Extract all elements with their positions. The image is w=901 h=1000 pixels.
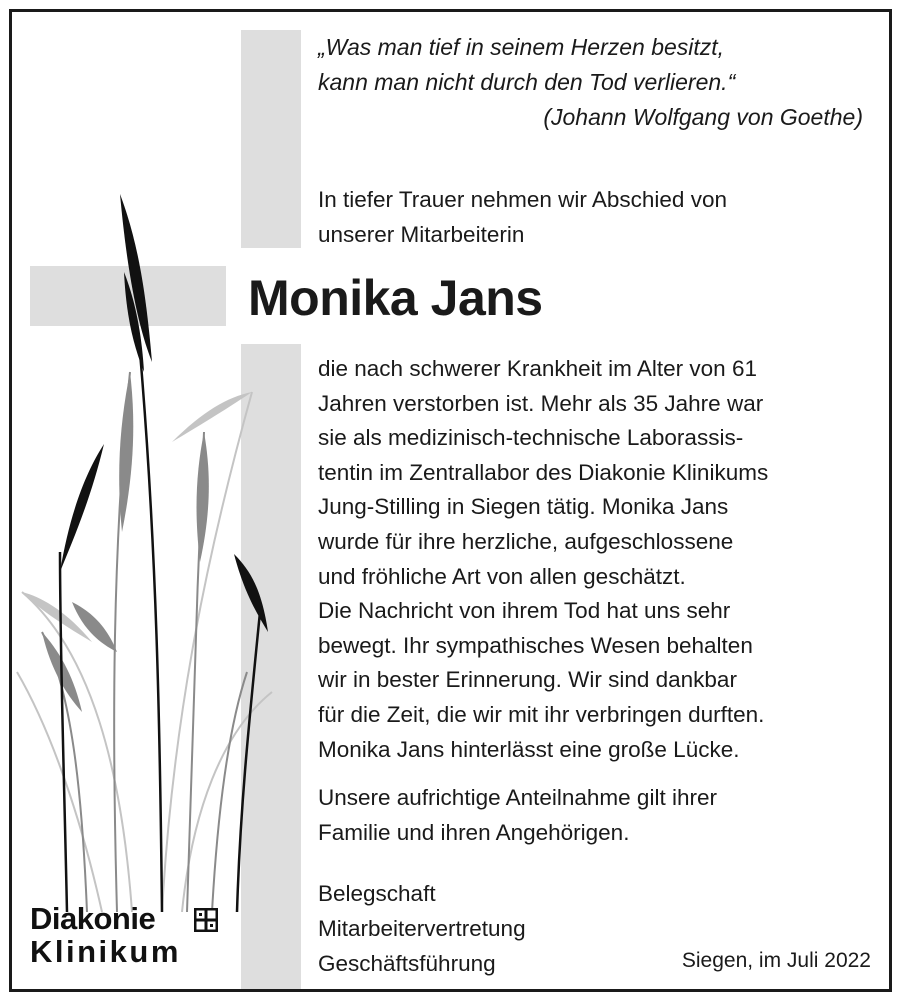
diakonie-klinikum-logo [30,902,230,972]
intro-text [318,182,863,252]
body-line: Jung-Stilling in Siegen tätig. Monika Jans [318,494,729,520]
quote-author: (Johann Wolfgang von Goethe) [543,104,863,130]
body-line: wurde für ihre herzliche, aufgeschlossene [318,528,734,554]
signer: Geschäftsführung [318,951,496,976]
obituary-body [318,352,878,767]
grass-illustration [12,172,282,912]
cross-squares-icon [194,908,218,932]
body-line: Jahren verstorben ist. Mehr als 35 Jahre war [318,390,764,416]
signer: Belegschaft [318,881,436,906]
body-line: tentin im Zentrallabor des Diakonie Klinikums [318,459,769,485]
signers-list [318,876,638,981]
body-line: und fröhliche Art von allen geschätzt. [318,563,686,589]
body-line: Die Nachricht von ihrem Tod hat uns sehr [318,598,731,624]
logo-text-line2: Klinikum [30,934,181,969]
body-line: Monika Jans hinterlässt eine große Lücke. [318,736,740,762]
intro-line: unserer Mitarbeiterin [318,222,525,247]
quote-line: „Was man tief in seinem Herzen besitzt, [318,34,725,60]
deceased-name: Monika Jans [248,270,543,326]
goethe-quote [318,30,863,135]
body-line: die nach schwerer Krankheit im Alter von 61 [318,356,757,381]
body-line: bewegt. Ihr sympathisches Wesen behalten [318,632,753,658]
condolence-line: Familie und ihren Angehörigen. [318,820,630,845]
body-line: sie als medizinisch-technische Laborassis- [318,425,744,451]
logo-text-line1: Diakonie [30,901,156,936]
intro-line: In tiefer Trauer nehmen wir Abschied von [318,187,727,212]
body-line: für die Zeit, die wir mit ihr verbringen durften. [318,701,765,727]
obituary-notice [9,9,892,992]
quote-line: kann man nicht durch den Tod verlieren.“ [318,69,736,95]
signer: Mitarbeitervertretung [318,916,526,941]
place-date: Siegen, im Juli 2022 [681,949,871,972]
condolence-line: Unsere aufrichtige Anteilnahme gilt ihrer [318,785,717,810]
body-line: wir in bester Erinnerung. Wir sind dankbar [318,667,737,693]
condolence-text [318,780,878,850]
